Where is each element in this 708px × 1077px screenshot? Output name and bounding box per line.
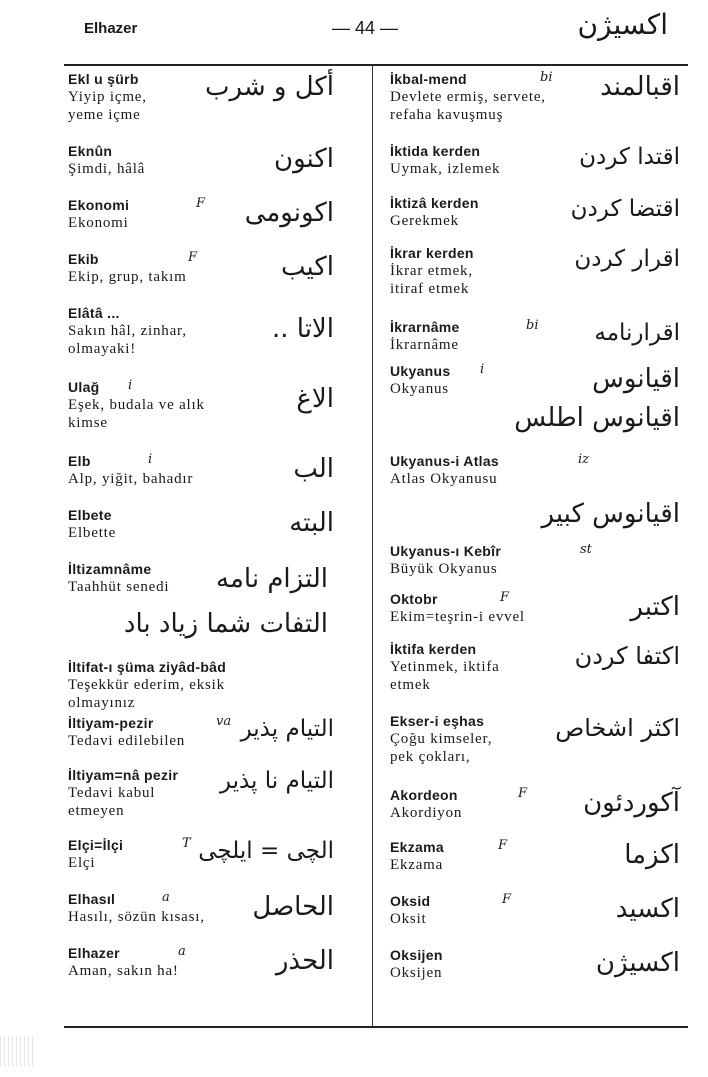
dictionary-entry bbox=[68, 506, 368, 560]
entry-origin: F bbox=[518, 786, 528, 801]
entry-arabic: التيام نا پذير bbox=[219, 768, 334, 794]
entry-arabic: التزام نامه bbox=[216, 564, 328, 594]
entry-definition: pek çokları, bbox=[390, 749, 471, 765]
entry-definition: Büyük Okyanus bbox=[390, 561, 498, 577]
entry-arabic: أكل و شرب bbox=[205, 72, 334, 102]
entry-arabic: البته bbox=[289, 508, 334, 538]
entry-definition: Yiyip içme, bbox=[68, 89, 147, 105]
entry-definition: etmeyen bbox=[68, 803, 125, 819]
entry-arabic: الحذر bbox=[275, 946, 334, 976]
entry-arabic: الحاصل bbox=[252, 892, 334, 922]
entry-arabic: اقتدا كردن bbox=[579, 144, 680, 170]
dictionary-entry bbox=[390, 590, 690, 640]
entry-definition: Hasılı, sözün kısası, bbox=[68, 909, 205, 925]
entry-term: Ekib bbox=[68, 251, 99, 267]
entry-term: Oksijen bbox=[390, 947, 443, 963]
dictionary-entry bbox=[68, 250, 368, 304]
entry-origin: a bbox=[162, 890, 170, 905]
entry-definition: Ekzama bbox=[390, 857, 444, 873]
entry-definition: Okyanus bbox=[390, 381, 449, 397]
entry-arabic: اكزما bbox=[624, 840, 680, 870]
dictionary-entry bbox=[68, 836, 368, 890]
entry-definition: Ekim=teşrin-i evvel bbox=[390, 609, 525, 625]
entry-origin: a bbox=[178, 944, 186, 959]
scan-artifact bbox=[0, 1036, 34, 1066]
dictionary-entry bbox=[390, 946, 690, 1000]
entry-definition: Tedavi edilebilen bbox=[68, 733, 186, 749]
dictionary-entry bbox=[390, 892, 690, 946]
entry-term: İktizâ kerden bbox=[390, 195, 479, 211]
dictionary-entry bbox=[390, 70, 690, 142]
dictionary-entry bbox=[68, 766, 368, 836]
entry-term: İkrarnâme bbox=[390, 319, 460, 335]
entry-term: Ekonomi bbox=[68, 197, 130, 213]
entry-term: Ekser-i eşhas bbox=[390, 713, 485, 729]
entry-arabic: الاغ bbox=[296, 384, 334, 414]
entry-definition: olmayaki! bbox=[68, 341, 137, 357]
entry-origin: bi bbox=[526, 318, 539, 333]
entry-arabic: الب bbox=[293, 454, 334, 484]
entry-term: İltiyam=nâ pezir bbox=[68, 767, 179, 783]
entry-origin: i bbox=[480, 362, 485, 377]
entry-arabic: اقتضا كردن bbox=[570, 196, 680, 222]
entry-arabic: اقيانوس bbox=[592, 364, 680, 394]
page-header bbox=[0, 0, 708, 66]
entry-origin: st bbox=[580, 542, 592, 557]
entry-term: İktida kerden bbox=[390, 143, 481, 159]
right-column bbox=[390, 70, 690, 1000]
entry-term: Elb bbox=[68, 453, 91, 469]
entry-arabic-extra: التفات شما زياد باد bbox=[123, 609, 328, 639]
entry-definition: Aman, sakın ha! bbox=[68, 963, 179, 979]
entry-arabic: اقرارنامه bbox=[594, 320, 680, 346]
entry-definition: Uymak, izlemek bbox=[390, 161, 501, 177]
entry-term: İktifa kerden bbox=[390, 641, 477, 657]
dictionary-entry bbox=[68, 658, 368, 714]
entry-definition: itiraf etmek bbox=[390, 281, 470, 297]
entry-term: Elbete bbox=[68, 507, 112, 523]
dictionary-entry bbox=[68, 560, 368, 658]
running-head: Elhazer bbox=[84, 20, 138, 37]
column-divider bbox=[372, 64, 373, 1026]
entry-term: İltizamnâme bbox=[68, 561, 152, 577]
dictionary-entry bbox=[68, 452, 368, 506]
entry-origin: F bbox=[188, 250, 198, 265]
entry-definition: Devlete ermiş, servete, bbox=[390, 89, 546, 105]
entry-definition: Gerekmek bbox=[390, 213, 459, 229]
entry-definition: Elçi bbox=[68, 855, 96, 871]
entry-arabic: اكيب bbox=[281, 252, 334, 282]
entry-term: Eknûn bbox=[68, 143, 113, 159]
entry-origin: bi bbox=[540, 70, 553, 85]
entry-origin: i bbox=[128, 378, 133, 393]
dictionary-entry bbox=[68, 890, 368, 944]
dictionary-entry bbox=[390, 362, 690, 452]
entry-definition: Teşekkür ederim, eksik bbox=[68, 677, 225, 693]
entry-definition: refaha kavuşmuş bbox=[390, 107, 504, 123]
entry-term: Elçi=İlçi bbox=[68, 837, 124, 853]
bottom-rule bbox=[64, 1026, 688, 1028]
dictionary-entry bbox=[390, 194, 690, 244]
entry-term: İkbal-mend bbox=[390, 71, 467, 87]
dictionary-entry bbox=[390, 542, 690, 590]
entry-origin: F bbox=[498, 838, 508, 853]
entry-term: Ulağ bbox=[68, 379, 100, 395]
dictionary-entry bbox=[68, 944, 368, 998]
entry-term: Elhazer bbox=[68, 945, 120, 961]
entry-origin: va bbox=[216, 714, 232, 729]
dictionary-entry bbox=[390, 244, 690, 318]
entry-term: Akordeon bbox=[390, 787, 458, 803]
entry-term: Ukyanus-ı Kebîr bbox=[390, 543, 502, 559]
entry-arabic: اكسيد bbox=[615, 894, 680, 924]
entry-definition: yeme içme bbox=[68, 107, 141, 123]
top-rule bbox=[64, 64, 688, 66]
entry-arabic: اقرار كردن bbox=[574, 246, 680, 272]
dictionary-entry bbox=[68, 304, 368, 378]
dictionary-entry bbox=[390, 640, 690, 712]
entry-definition: Sakın hâl, zinhar, bbox=[68, 323, 187, 339]
entry-definition: Elbette bbox=[68, 525, 117, 541]
entry-origin: F bbox=[500, 590, 510, 605]
entry-definition: Taahhüt senedi bbox=[68, 579, 170, 595]
entry-arabic: اكثر اشخاص bbox=[555, 714, 680, 742]
dictionary-entry bbox=[68, 378, 368, 452]
entry-definition: İkrar etmek, bbox=[390, 263, 473, 279]
entry-definition: İkrarnâme bbox=[390, 337, 459, 353]
entry-arabic: اكتبر bbox=[630, 592, 680, 622]
dictionary-entry bbox=[68, 70, 368, 142]
dictionary-entry bbox=[390, 452, 690, 542]
entry-origin: iz bbox=[578, 452, 590, 467]
entry-definition: Eşek, budala ve alık bbox=[68, 397, 205, 413]
entry-definition: Ekip, grup, takım bbox=[68, 269, 187, 285]
entry-arabic: اكسيژن bbox=[595, 948, 680, 978]
entry-term: Ekzama bbox=[390, 839, 444, 855]
entry-definition: Akordiyon bbox=[390, 805, 463, 821]
entry-definition: olmayınız bbox=[68, 695, 136, 711]
page-number: — 44 — bbox=[332, 18, 399, 38]
entry-definition: Tedavi kabul bbox=[68, 785, 156, 801]
entry-arabic: اقبالمند bbox=[600, 72, 680, 102]
entry-term: İkrar kerden bbox=[390, 245, 474, 261]
entry-term: Oksid bbox=[390, 893, 431, 909]
dictionary-entry bbox=[68, 142, 368, 196]
dictionary-entry bbox=[390, 786, 690, 838]
entry-definition: Oksit bbox=[390, 911, 427, 927]
entry-term: Ekl u şürb bbox=[68, 71, 139, 87]
dictionary-entry bbox=[68, 196, 368, 250]
entry-definition: Alp, yiğit, bahadır bbox=[68, 471, 194, 487]
entry-arabic: آكوردئون bbox=[583, 788, 680, 818]
entry-definition: etmek bbox=[390, 677, 431, 693]
entry-term: Elhasıl bbox=[68, 891, 116, 907]
entry-term: İltiyam-pezir bbox=[68, 715, 154, 731]
entry-arabic-extra: اقيانوس اطلس bbox=[514, 403, 680, 433]
entry-arabic: اكتفا كردن bbox=[574, 642, 680, 670]
entry-term: Ukyanus bbox=[390, 363, 451, 379]
left-column bbox=[68, 70, 368, 998]
entry-arabic: الاتا .. bbox=[271, 314, 334, 344]
entry-arabic: الچى = ايلچى bbox=[198, 838, 334, 864]
entry-definition: Yetinmek, iktifa bbox=[390, 659, 500, 675]
dictionary-entry bbox=[390, 142, 690, 194]
entry-term: İltifat-ı şüma ziyâd-bâd bbox=[68, 659, 227, 675]
entry-arabic: اكنون bbox=[274, 144, 334, 174]
entry-origin: F bbox=[196, 196, 206, 211]
entry-term: Oktobr bbox=[390, 591, 438, 607]
entry-term: Ukyanus-i Atlas bbox=[390, 453, 500, 469]
entry-arabic: اكونومى bbox=[244, 198, 334, 228]
entry-term: Elâtâ ... bbox=[68, 305, 120, 321]
entry-origin: F bbox=[502, 892, 512, 907]
entry-origin: i bbox=[148, 452, 153, 467]
entry-definition: Şimdi, hâlâ bbox=[68, 161, 146, 177]
entry-definition: kimse bbox=[68, 415, 108, 431]
dictionary-entry bbox=[390, 838, 690, 892]
entry-definition: Çoğu kimseler, bbox=[390, 731, 493, 747]
entry-definition: Oksijen bbox=[390, 965, 443, 981]
dictionary-entry bbox=[390, 318, 690, 362]
dictionary-entry bbox=[68, 714, 368, 766]
entry-definition: Atlas Okyanusu bbox=[390, 471, 498, 487]
arabic-catchword: اکسیژن bbox=[577, 8, 668, 41]
entry-arabic: التيام پذير bbox=[240, 716, 334, 742]
entry-origin: T bbox=[182, 836, 191, 851]
entry-arabic-extra: اقيانوس كبير bbox=[541, 499, 680, 529]
dictionary-entry bbox=[390, 712, 690, 786]
entry-definition: Ekonomi bbox=[68, 215, 129, 231]
